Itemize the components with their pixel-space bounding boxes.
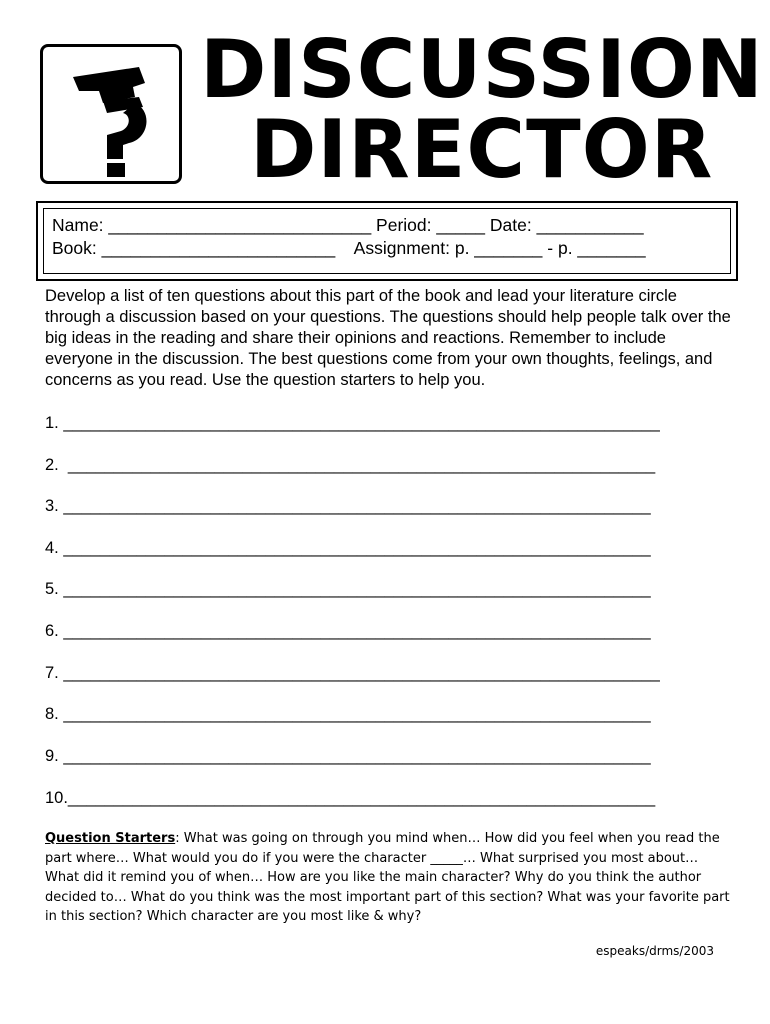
- question-line: 9. ________________________________________________________________: [45, 747, 651, 765]
- question-starters-text: : What was going on through you mind when… How did you feel when you read the part where… What would you do if you were the character _____… What surprised you most about… What did it remind you of when… How are you like the main character? Why do you think the author decided to… What do you think was the most important part of this section? What was your favorite part in this section? Which character are you most like & why?: [45, 831, 730, 925]
- question-line: 5. ________________________________________________________________: [45, 580, 651, 598]
- title-line-1: DISCUSSION: [200, 23, 764, 116]
- title-line-2: DIRECTOR: [250, 103, 714, 196]
- name-period-date-line: Name: ___________________________ Period: _____ Date: ___________: [52, 215, 644, 235]
- question-starters: [45, 829, 735, 927]
- question-line: 8. ________________________________________________________________: [45, 705, 651, 723]
- question-line: 7. _________________________________________________________________: [45, 664, 660, 682]
- logo: [40, 44, 182, 184]
- instructions-paragraph: Develop a list of ten questions about this part of the book and lead your literature circle through a discussion based on your questions. The questions should help people talk over the big ideas in the reading and share their opinions and reactions. Remember to include everyone in the discussion. The best questions come from your own thoughts, feelings, and concerns as you read. Use the question starters to help you.: [45, 287, 731, 389]
- question-starters-label: Question Starters: [45, 831, 176, 846]
- credit-text: espeaks/drms/2003: [595, 944, 714, 958]
- question-line: 4. ________________________________________________________________: [45, 539, 651, 557]
- book-assignment-line: Book: ________________________ Assignment: p. _______ - p. _______: [52, 238, 646, 258]
- question-line: 10.________________________________________________________________: [45, 789, 656, 807]
- question-line: 6. ________________________________________________________________: [45, 622, 651, 640]
- student-info-box: [36, 201, 738, 281]
- question-line: 2. ________________________________________________________________: [45, 456, 656, 474]
- question-line: 1. _________________________________________________________________: [45, 414, 660, 432]
- question-mark-with-cap-icon: [43, 47, 179, 181]
- question-line: 3. ________________________________________________________________: [45, 497, 651, 515]
